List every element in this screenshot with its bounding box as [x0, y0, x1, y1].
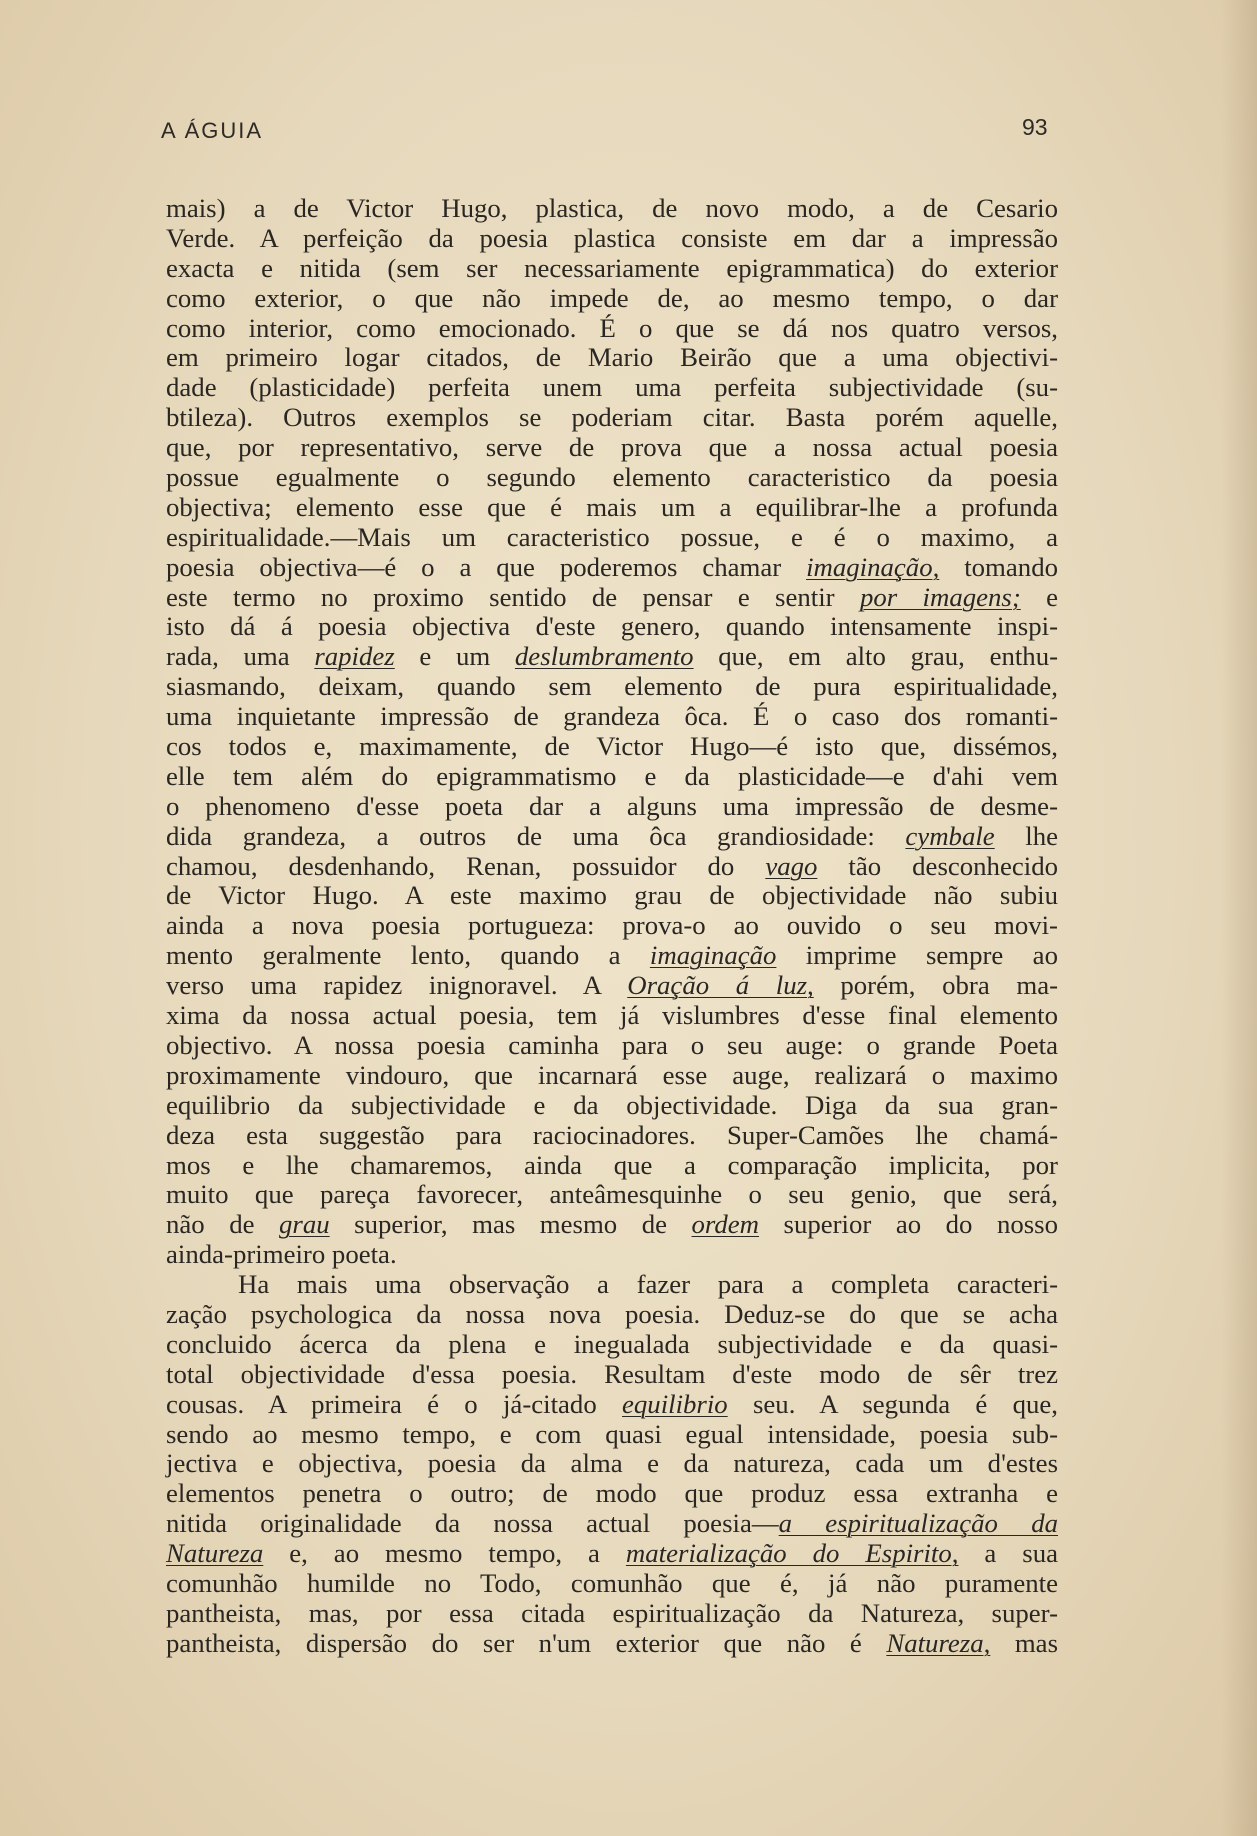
text-run: zação psychologica da nossa nova poesia. Deduz-se do que se acha: [166, 1298, 1058, 1329]
text-line: [166, 852, 1058, 882]
text-line: [166, 1330, 1058, 1360]
emphasized-text: cymbale: [905, 820, 995, 851]
text-run: a sua: [958, 1538, 1059, 1569]
text-run: ainda-primeiro poeta.: [166, 1239, 397, 1270]
text-line: [166, 1270, 1058, 1300]
text-run: elementos penetra o outro; de modo que produz essa extranha e: [166, 1478, 1058, 1509]
text-run: espiritualidade.—Mais um caracteristico possue, e é o maximo, a: [166, 521, 1058, 552]
emphasized-text: grau: [279, 1209, 330, 1240]
text-run: não de: [166, 1209, 280, 1240]
text-line: [166, 553, 1058, 583]
text-line: [166, 911, 1058, 941]
text-line: [166, 1031, 1058, 1061]
text-line: [166, 1180, 1058, 1210]
text-run: rada, uma: [166, 641, 315, 672]
text-run: mas: [990, 1627, 1058, 1658]
text-run: e, ao mesmo tempo, a: [263, 1538, 626, 1569]
text-run: cousas. A primeira é o já-citado: [166, 1388, 622, 1419]
text-run: objectiva; elemento esse que é mais um a equilibrar-lhe a profunda: [166, 491, 1058, 522]
emphasized-text: Oração á luz,: [627, 970, 814, 1001]
text-run: tomando: [939, 551, 1058, 582]
text-run: muito que pareça favorecer, anteâmesquinhe o seu genio, que será,: [166, 1179, 1058, 1210]
text-run: isto dá á poesia objectiva d'este genero, quando intensamente inspi-: [166, 611, 1058, 642]
text-run: superior, mas mesmo de: [329, 1209, 692, 1240]
text-run: e um: [394, 641, 515, 672]
text-line: [166, 254, 1058, 284]
text-run: sendo ao mesmo tempo, e com quasi egual intensidade, poesia sub-: [166, 1418, 1058, 1449]
text-run: jectiva e objectiva, poesia da alma e da natureza, cada um d'estes: [166, 1448, 1058, 1479]
text-line: [166, 373, 1058, 403]
text-run: mais) a de Victor Hugo, plastica, de novo modo, a de Cesario: [166, 193, 1058, 223]
emphasized-text: imaginação,: [806, 551, 940, 582]
text-run: siasmando, deixam, quando sem elemento de pura espiritualidade,: [166, 671, 1058, 702]
emphasized-text: por imagens;: [859, 581, 1021, 612]
emphasized-text: imaginação: [649, 940, 777, 971]
text-line: [166, 1210, 1058, 1240]
text-run: nitida originalidade da nossa actual poesia—: [166, 1508, 779, 1539]
text-run: xima da nossa actual poesia, tem já vislumbres d'esse final elemento: [166, 1000, 1058, 1031]
text-line: [166, 1449, 1058, 1479]
text-run: chamou, desdenhando, Renan, possuidor do: [166, 850, 766, 881]
text-line: [166, 971, 1058, 1001]
text-run: pantheista, dispersão do ser n'um exterior que não é: [166, 1627, 887, 1658]
text-line: [166, 493, 1058, 523]
text-line: [166, 792, 1058, 822]
text-line: [166, 702, 1058, 732]
text-line: [166, 672, 1058, 702]
text-run: tão desconhecido: [817, 850, 1058, 881]
text-line: [166, 822, 1058, 852]
emphasized-text: materialização do Espirito,: [625, 1538, 959, 1569]
text-line: [166, 762, 1058, 792]
text-run: imprime sempre ao: [776, 940, 1058, 971]
emphasized-text: ordem: [691, 1209, 759, 1240]
text-line: [166, 1300, 1058, 1330]
text-run: comunhão humilde no Todo, comunhão que é, já não puramente: [166, 1567, 1058, 1598]
text-run: dade (plasticidade) perfeita unem uma perfeita subjectividade (su-: [166, 372, 1058, 403]
text-run: deza esta suggestão para raciocinadores. Super-Camões lhe chamá-: [166, 1119, 1058, 1150]
text-run: possue egualmente o segundo elemento caracteristico da poesia: [166, 462, 1058, 493]
text-run: e: [1020, 581, 1059, 612]
emphasized-text: a espiritualização da: [778, 1508, 1058, 1539]
text-run: lhe: [994, 820, 1059, 851]
text-run: como exterior, o que não impede de, ao mesmo tempo, o dar: [166, 282, 1058, 313]
text-run: btileza). Outros exemplos se poderiam citar. Basta porém aquelle,: [166, 402, 1058, 433]
emphasized-text: deslumbramento: [514, 641, 694, 672]
text-line: [166, 1509, 1058, 1539]
text-run: ainda a nova poesia portugueza: prova-o ao ouvido o seu movi-: [166, 910, 1058, 941]
text-line: [166, 1420, 1058, 1450]
text-run: exacta e nitida (sem ser necessariamente epigrammatica) do exterior: [166, 252, 1058, 283]
text-run: elle tem além do epigrammatismo e da plasticidade—e d'ahi vem: [166, 760, 1058, 791]
text-line: [166, 1599, 1058, 1629]
text-run: mento geralmente lento, quando a: [166, 940, 650, 971]
emphasized-text: vago: [765, 850, 818, 881]
text-run: que, por representativo, serve de prova que a nossa actual poesia: [166, 432, 1058, 463]
text-run: em primeiro logar citados, de Mario Beirão que a uma objectivi-: [166, 342, 1058, 373]
text-run: Ha mais uma observação a fazer para a completa caracteri-: [238, 1269, 1058, 1300]
text-line: [166, 1479, 1058, 1509]
text-line: [166, 463, 1058, 493]
text-run: uma inquietante impressão de grandeza ôca. É o caso dos romanti-: [166, 701, 1058, 732]
text-line: [166, 1001, 1058, 1031]
text-run: verso uma rapidez inignoravel. A: [166, 970, 628, 1001]
text-line: [166, 1629, 1058, 1659]
text-run: cos todos e, maximamente, de Victor Hugo—é isto que, dissémos,: [166, 731, 1058, 762]
text-line: [166, 224, 1058, 254]
text-line: [166, 523, 1058, 553]
emphasized-text: Natureza: [166, 1538, 264, 1569]
text-run: superior ao do nosso: [759, 1209, 1059, 1240]
text-line: [166, 403, 1058, 433]
text-line: [166, 1360, 1058, 1390]
text-run: pantheista, mas, por essa citada espiritualização da Natureza, super-: [166, 1597, 1058, 1628]
page-edge-shadow: [1221, 0, 1257, 1836]
text-run: equilibrio da subjectividade e da objectividade. Diga da sua gran-: [166, 1089, 1058, 1120]
text-line: [166, 1240, 1058, 1270]
text-line: [166, 1539, 1058, 1569]
text-run: como interior, como emocionado. É o que se dá nos quatro versos,: [166, 312, 1058, 343]
text-line: [166, 881, 1058, 911]
text-line: [166, 642, 1058, 672]
text-run: seu. A segunda é que,: [727, 1388, 1058, 1419]
text-run: este termo no proximo sentido de pensar e sentir: [166, 581, 860, 612]
text-run: concluido ácerca da plena e ineguala​da subjectividade e da quasi-: [166, 1328, 1058, 1359]
text-run: porém, obra ma-: [813, 970, 1059, 1001]
text-line: [166, 1151, 1058, 1181]
emphasized-text: equilibrio: [622, 1388, 728, 1419]
text-line: [166, 941, 1058, 971]
text-line: [166, 433, 1058, 463]
text-line: [166, 732, 1058, 762]
text-run: de Victor Hugo. A este maximo grau de objectividade não subiu: [166, 880, 1058, 911]
text-line: [166, 343, 1058, 373]
text-run: Verde. A perfeição da poesia plastica consiste em dar a impressão: [166, 222, 1058, 253]
text-line: [166, 583, 1058, 613]
text-line: [166, 612, 1058, 642]
text-line: [166, 284, 1058, 314]
emphasized-text: rapidez: [314, 641, 395, 672]
text-run: proximamente vindouro, que incarnará esse auge, realizará o maximo: [166, 1059, 1058, 1090]
text-line: [166, 1569, 1058, 1599]
text-run: total objectividade d'essa poesia. Resultam d'este modo de sêr trez: [166, 1358, 1058, 1389]
text-line: [166, 1091, 1058, 1121]
text-run: dida grandeza, a outros de uma ôca grandiosidade:: [166, 820, 906, 851]
text-run: que, em alto grau, enthu-: [693, 641, 1059, 672]
page-number: 93: [1022, 114, 1048, 140]
text-line: [166, 1061, 1058, 1091]
text-run: objectivo. A nossa poesia caminha para o seu auge: o grande Poeta: [166, 1029, 1058, 1060]
text-line: [166, 1390, 1058, 1420]
text-line: [166, 1121, 1058, 1151]
running-title: A ÁGUIA: [161, 118, 264, 143]
body-text: [166, 194, 1058, 1659]
text-run: mos e lhe chamaremos, ainda que a comparação implicita, por: [166, 1149, 1058, 1180]
text-run: o phenomeno d'esse poeta dar a alguns uma impressão de desme-: [166, 790, 1058, 821]
text-run: poesia objectiva—é o a que poderemos chamar: [166, 551, 807, 582]
text-line: [166, 314, 1058, 344]
text-line: [166, 194, 1058, 224]
emphasized-text: Natureza,: [886, 1627, 991, 1658]
